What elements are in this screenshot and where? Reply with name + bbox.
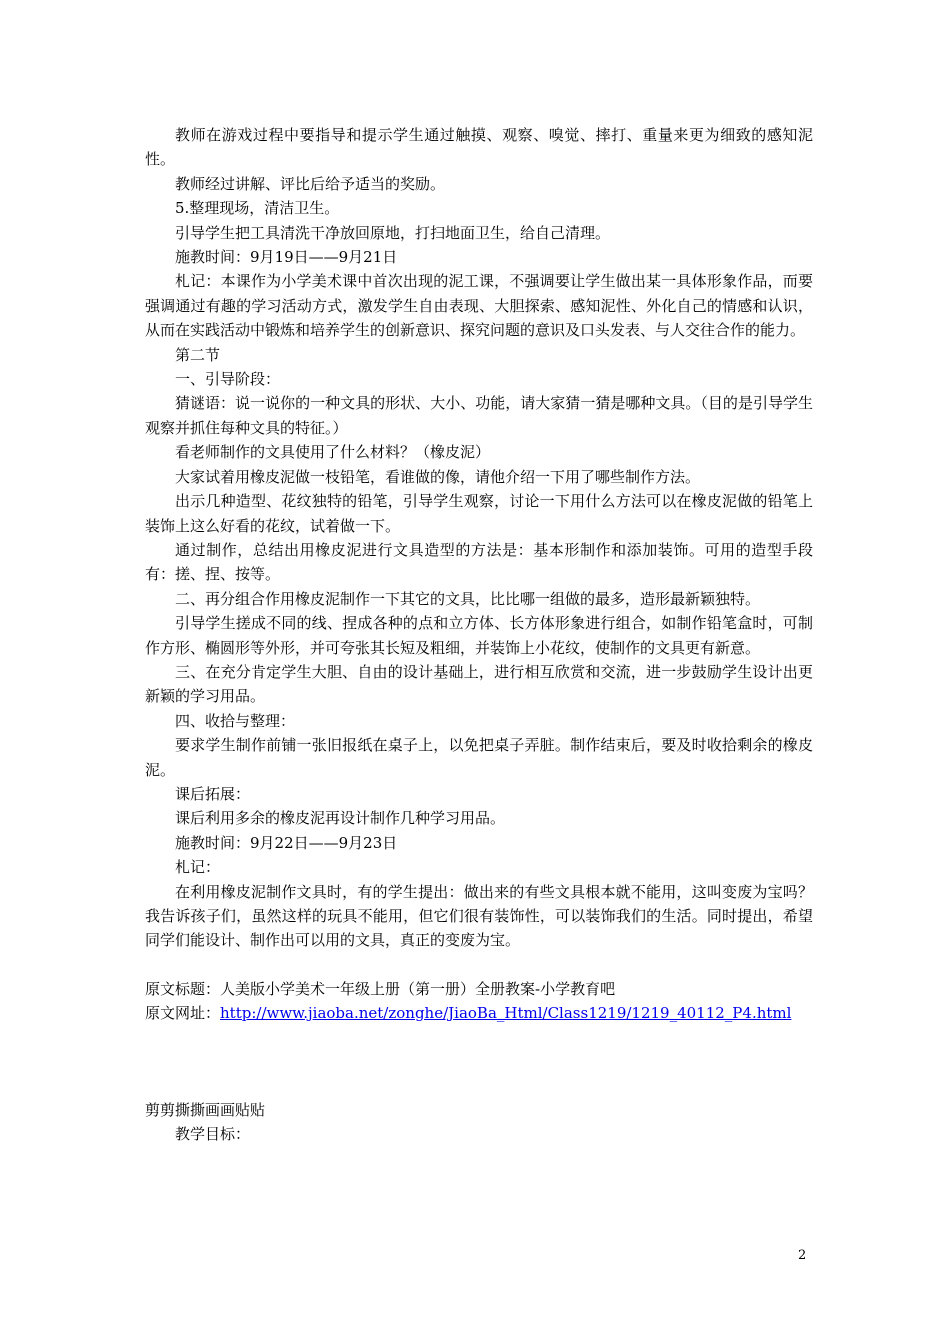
- paragraph: 5.整理现场，清洁卫生。: [175, 199, 340, 218]
- step-heading: 二、再分组合作用橡皮泥制作一下其它的文具，比比哪一组做的最多，造形最新颖独特。: [175, 589, 761, 608]
- paragraph: 通过制作，总结出用橡皮泥进行文具造型的方法是：基本形制作和添加装饰。可用的造型手段有：搓、捏、按等。: [145, 540, 813, 584]
- paragraph: 出示几种造型、花纹独特的铅笔，引导学生观察，讨论一下用什么方法可以在橡皮泥做的铅笔上装饰上这么好看的花纹，试着做一下。: [145, 492, 813, 535]
- paragraph: 看老师制作的文具使用了什么材料？（橡皮泥）: [175, 443, 491, 462]
- teaching-time: 施教时间：9月22日——9月23日: [175, 833, 398, 852]
- paragraph: 引导学生把工具清洗干净放回原地，打扫地面卫生，给自己清理。: [175, 223, 611, 242]
- spacer: [145, 953, 813, 977]
- source-title: [145, 977, 813, 1001]
- step-heading: 四、收拾与整理：: [175, 711, 296, 730]
- step-heading: 三、在充分肯定学生大胆、自由的设计基础上，进行相互欣赏和交流，进一步鼓励学生设计出更新颖的学习用品。: [145, 662, 813, 706]
- notes-paragraph: 札记：本课作为小学美术课中首次出现的泥工课，不强调要让学生做出某一具体形象作品，而要强调通过有趣的学习活动方式，激发学生自由表现、大胆探索、感知泥性、外化自己的情感和认识，从而在实践活动中锻炼和培养学生的创新意识、探究问题的意识及口头发表、与人交往合作的能力。: [145, 272, 813, 340]
- source-url: [145, 1001, 813, 1025]
- paragraph: 引导学生搓成不同的线、捏成各种的点和立方体、长方体形象进行组合，如制作铅笔盒时，可制作方形、椭圆形等外形，并可夸张其长短及粗细，并装饰上小花纹，使制作的文具更有新意。: [145, 614, 813, 657]
- paragraph: 要求学生制作前铺一张旧报纸在桌子上，以免把桌子弄脏。制作结束后，要及时收拾剩余的橡皮泥。: [145, 736, 813, 779]
- spacer: [145, 1026, 813, 1098]
- paragraph: 教师在游戏过程中要指导和提示学生通过触摸、观察、嗅觉、摔打、重量来更为细致的感知泥性。: [145, 126, 813, 169]
- source-url-link[interactable]: http://www.jiaoba.net/zonghe/JiaoBa_Html/Class1219/1219_40112_P4.html: [220, 1004, 792, 1023]
- lesson-title: 剪剪撕撕画画贴贴: [145, 1100, 266, 1119]
- source-title-label: 原文标题：: [145, 979, 221, 998]
- paragraph: 大家试着用橡皮泥做一枝铅笔，看谁做的像，请他介绍一下用了哪些制作方法。: [175, 467, 701, 486]
- notes-heading: 札记：: [175, 858, 221, 877]
- page-number: 2: [798, 1248, 807, 1263]
- paragraph: 课后利用多余的橡皮泥再设计制作几种学习用品。: [175, 809, 506, 828]
- source-title-value: 人美版小学美术一年级上册（第一册）全册教案-小学教育吧: [220, 979, 616, 998]
- notes-paragraph: 在利用橡皮泥制作文具时，有的学生提出：做出来的有些文具根本就不能用，这叫变废为宝吗？我告诉孩子们，虽然这样的玩具不能用，但它们很有装饰性，可以装饰我们的生活。同时提出，希望同学们能设计、制作出可以用的文具，真正的变废为宝。: [145, 882, 813, 950]
- subsection-heading: 课后拓展：: [175, 784, 251, 803]
- step-heading: 一、引导阶段：: [175, 370, 281, 389]
- paragraph: 猜谜语：说一说你的一种文具的形状、大小、功能，请大家猜一猜是哪种文具。（目的是引导学生观察并抓住每种文具的特征。）: [145, 394, 813, 437]
- section-heading: 第二节: [175, 345, 221, 364]
- teaching-goals-heading: 教学目标：: [175, 1125, 251, 1144]
- page-content: [145, 123, 813, 1146]
- paragraph: 教师经过讲解、评比后给予适当的奖励。: [175, 174, 446, 193]
- source-url-label: 原文网址：: [145, 1004, 221, 1023]
- teaching-time: 施教时间：9月19日——9月21日: [175, 248, 398, 267]
